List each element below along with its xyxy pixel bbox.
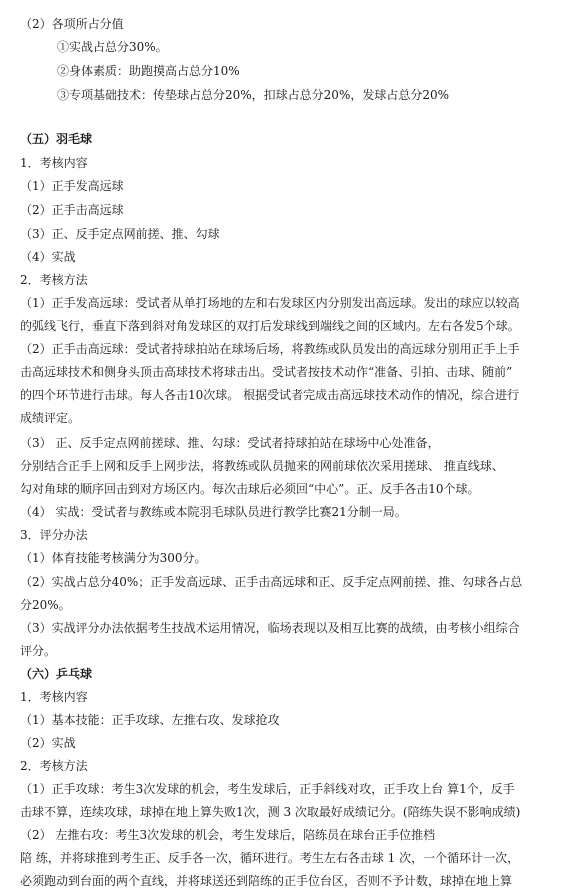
section-heading-table-tennis: （六）乒乓球 (20, 667, 93, 681)
section-line: （2）各项所占分值 (20, 17, 124, 31)
paragraph-line: 成绩评定。 (20, 411, 81, 425)
paragraph-line: （3）实战评分办法依据考生技战术运用情况，临场表现以及相互比赛的战绩，由考核小组综合 (20, 621, 520, 635)
paragraph-line: 陪 练，并将球推到考生正、反手各一次，循环进行。考生左右各击球 1 次，一个循环计一次， (20, 851, 520, 865)
paragraph-line: （3） 正、反手定点网前搓球、推、勾球：受试者持球拍站在球场中心处准备， (20, 436, 440, 450)
paragraph-line: 的四个环节进行击球。每人各击10次球。 根据受试者完成击高远球技术动作的情况，综合进行 (20, 388, 520, 402)
paragraph-line: 分别结合正手上网和反手上网步法，将教练或队员抛来的网前球依次采用搓球、 推直线球、 (20, 459, 504, 473)
item-line: ②身体素质：助跑摸高占总分10% (57, 64, 240, 78)
paragraph-line: （1）正手发高远球：受试者从单打场地的左和右发球区内分别发出高远球。发出的球应以较高 (20, 296, 520, 310)
list-item: （2）实战 (20, 736, 76, 750)
list-item: （4）实战 (20, 250, 76, 264)
paragraph-line: （1）体育技能考核满分为300分。 (20, 551, 207, 565)
subheading: 2．考核方法 (20, 273, 88, 287)
paragraph-line: 的弧线飞行，垂直下落到斜对角发球区的双打后发球线到端线之间的区域内。左右各发5个球。 (20, 319, 520, 333)
subheading: 3．评分办法 (20, 528, 88, 542)
paragraph-line: （4） 实战：受试者与教练或本院羽毛球队员进行教学比赛21分制一局。 (20, 505, 407, 519)
subheading: 2．考核方法 (20, 759, 88, 773)
paragraph-line: （2） 左推右攻：考生3次发球的机会，考生发球后，陪练员在球台正手位推档 (20, 828, 436, 842)
paragraph-line: 击高远球技术和侧身头顶击高球技术将球击出。受试者按技术动作“准备、引拍、击球、随前” (20, 365, 513, 379)
paragraph-line: 必须跑动到台面的两个直线，并将球送还到陪练的正手位台区，否则不予计数，球掉在地上算 (20, 874, 513, 888)
paragraph-line: 分20%。 (20, 598, 71, 612)
list-item: （1）正手发高远球 (20, 179, 124, 193)
paragraph-line: （1）正手攻球：考生3次发球的机会，考生发球后，正手斜线对攻，正手攻上台 算1个，反手 (20, 782, 515, 796)
item-line: ③专项基础技术：传垫球占总分20%，扣球占总分20%，发球占总分20% (57, 88, 450, 102)
item-line: ①实战占总分30%。 (57, 40, 168, 54)
paragraph-line: 击球不算，连续攻球，球掉在地上算失败1次，测 3 次取最好成绩记分。(陪练失误不影响成绩) (20, 805, 521, 819)
paragraph-line: （2）正手击高远球：受试者持球拍站在球场后场，将教练或队员发出的高远球分别用正手上手 (20, 342, 520, 356)
section-heading-badminton: （五）羽毛球 (20, 132, 93, 146)
list-item: （3）正、反手定点网前搓、推、勾球 (20, 227, 220, 241)
list-item: （1）基本技能：正手攻球、左推右攻、发球抢攻 (20, 713, 280, 727)
subheading: 1．考核内容 (20, 156, 88, 170)
subheading: 1．考核内容 (20, 690, 88, 704)
paragraph-line: 评分。 (20, 644, 57, 658)
paragraph-line: （2）实战占总分40%；正手发高远球、正手击高远球和正、反手定点网前搓、推、勾球各占总 (20, 575, 523, 589)
list-item: （2）正手击高远球 (20, 203, 124, 217)
paragraph-line: 勾对角球的顺序回击到对方场区内。每次击球后必须回“中心”。正、反手各击10个球。 (20, 482, 480, 496)
